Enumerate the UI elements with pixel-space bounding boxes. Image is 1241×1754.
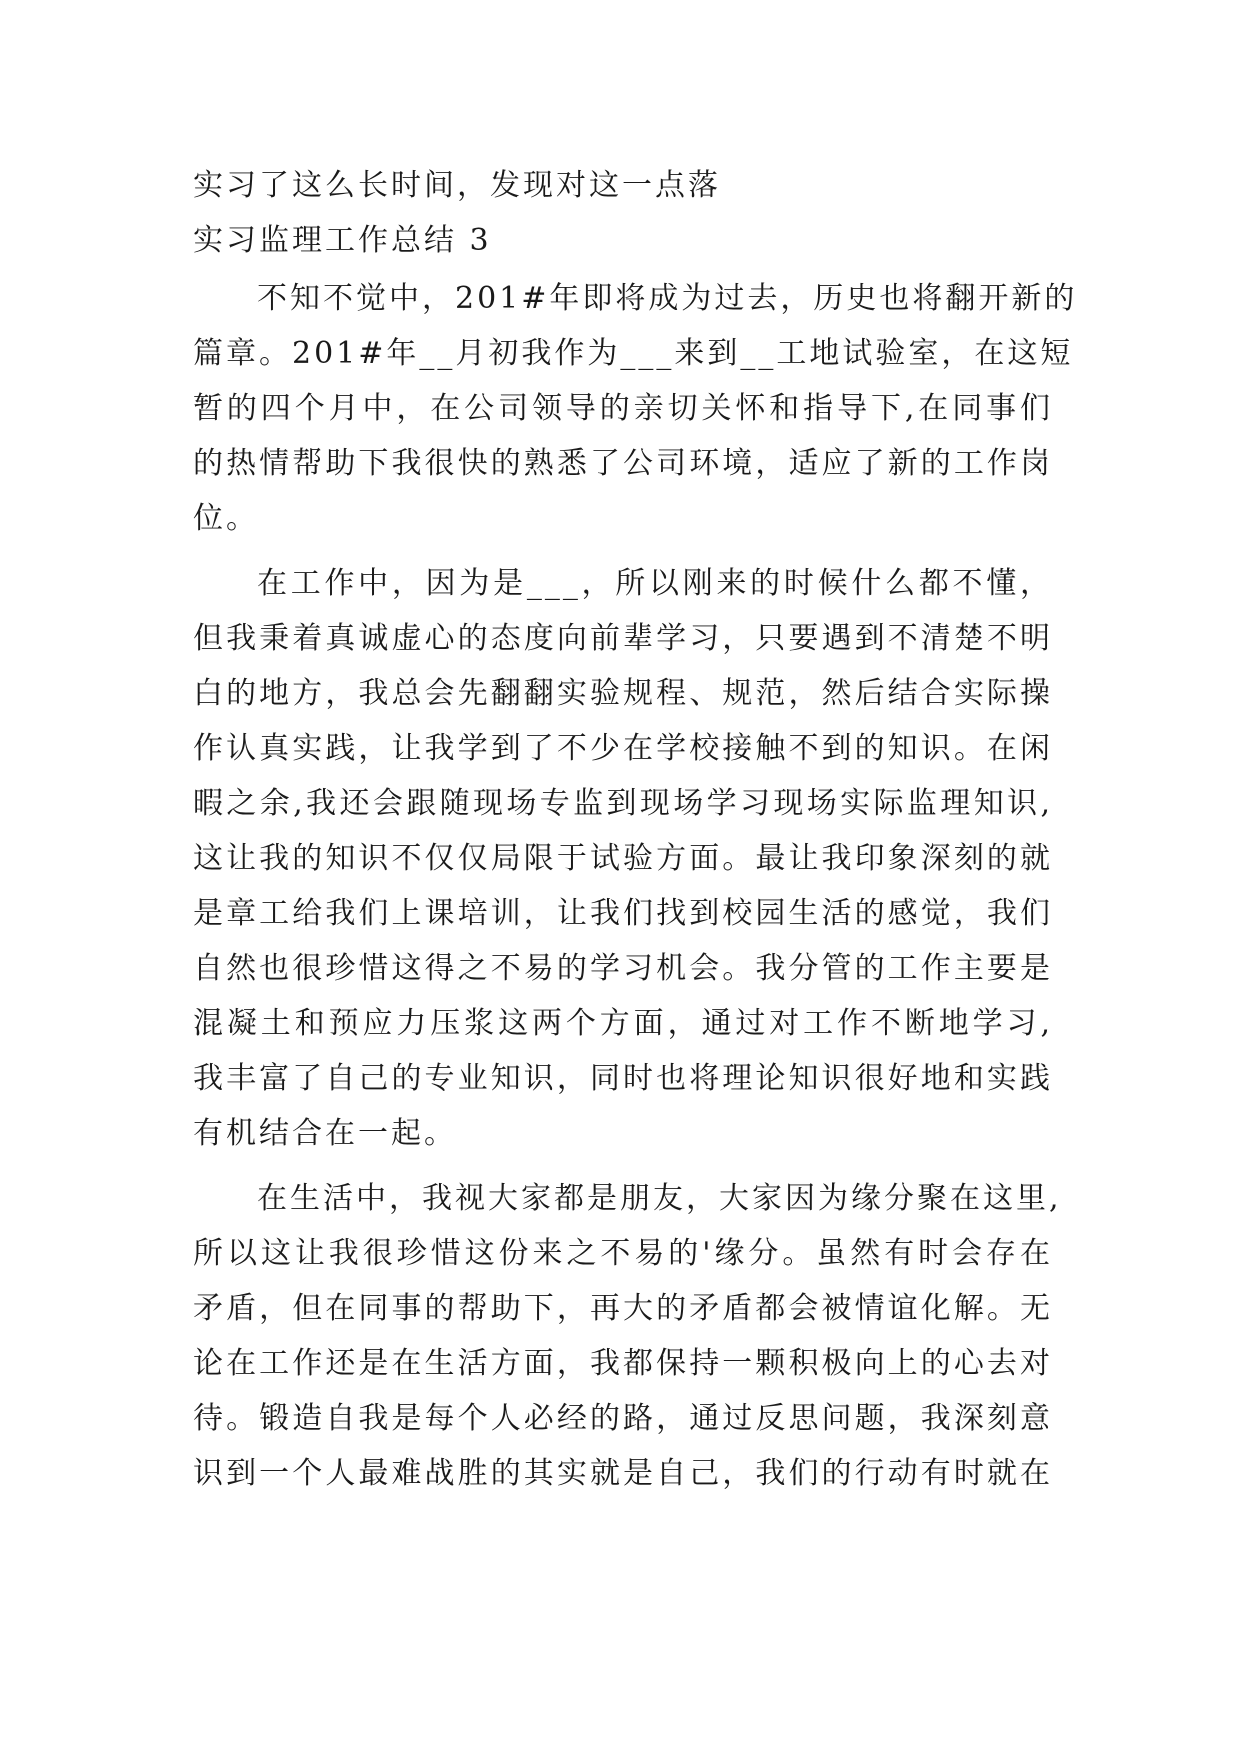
paragraph-line: 有机结合在一起。 (193, 1116, 457, 1151)
paragraph-2 (193, 556, 1053, 1161)
paragraph-line: 但我秉着真诚虚心的态度向前辈学习，只要遇到不清楚不明 (193, 621, 1053, 656)
paragraph-line: 暇之余,我还会跟随现场专监到现场学习现场实际监理知识, (193, 786, 1053, 821)
intro-line: 实习了这么长时间，发现对这一点落 (193, 168, 721, 203)
paragraph-line: 所以这让我很珍惜这份来之不易的'缘分。虽然有时会存在 (193, 1236, 1053, 1271)
document-body (193, 158, 1078, 1501)
paragraph-line: 白的地方，我总会先翻翻实验规程、规范，然后结合实际操 (193, 676, 1053, 711)
paragraph-line: 作认真实践，让我学到了不少在学校接触不到的知识。在闲 (193, 731, 1053, 766)
paragraph-line: 待。锻造自我是每个人必经的路，通过反思问题，我深刻意 (193, 1401, 1053, 1436)
paragraph-line: 自然也很珍惜这得之不易的学习机会。我分管的工作主要是 (193, 951, 1053, 986)
section-heading: 实习监理工作总结 3 (193, 223, 492, 258)
paragraph-3 (193, 1171, 1062, 1501)
paragraph-line: 在生活中，我视大家都是朋友，大家因为缘分聚在这里, (257, 1181, 1062, 1216)
paragraph-line: 我丰富了自己的专业知识，同时也将理论知识很好地和实践 (193, 1061, 1053, 1096)
paragraph-line: 论在工作还是在生活方面，我都保持一颗积极向上的心去对 (193, 1346, 1053, 1381)
paragraph-line: 混凝土和预应力压浆这两个方面，通过对工作不断地学习, (193, 1006, 1053, 1041)
paragraph-line: 的热情帮助下我很快的熟悉了公司环境，适应了新的工作岗 (193, 446, 1053, 481)
paragraph-line: 暂的四个月中，在公司领导的亲切关怀和指导下,在同事们 (193, 391, 1053, 426)
paragraph-line: 在工作中，因为是___，所以刚来的时候什么都不懂， (257, 566, 1053, 601)
paragraph-line: 识到一个人最难战胜的其实就是自己，我们的行动有时就在 (193, 1456, 1053, 1491)
paragraph-1 (193, 271, 1078, 546)
paragraph-line: 矛盾，但在同事的帮助下，再大的矛盾都会被情谊化解。无 (193, 1291, 1053, 1326)
paragraph-line: 位。 (193, 501, 259, 536)
paragraph-line: 不知不觉中，201#年即将成为过去，历史也将翻开新的 (257, 281, 1078, 316)
paragraph-line: 篇章。201#年__月初我作为___来到__工地试验室，在这短 (193, 336, 1074, 371)
paragraph-line: 这让我的知识不仅仅局限于试验方面。最让我印象深刻的就 (193, 841, 1053, 876)
paragraph-line: 是章工给我们上课培训，让我们找到校园生活的感觉，我们 (193, 896, 1053, 931)
